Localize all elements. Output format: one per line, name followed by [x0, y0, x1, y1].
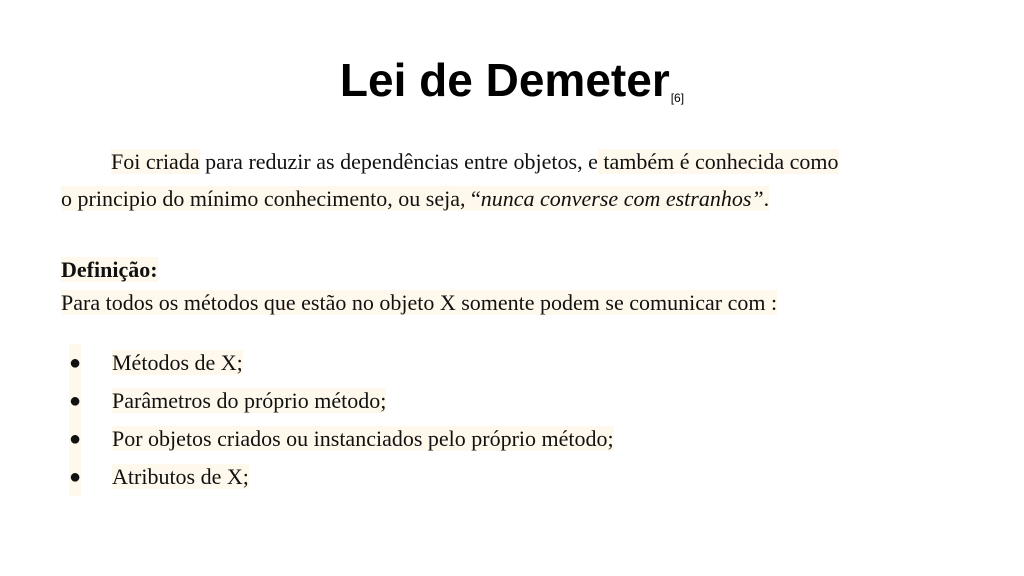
definition-paragraph	[61, 284, 981, 321]
rules-list	[61, 344, 614, 496]
slide-title	[0, 52, 1024, 120]
intro-text-part5: .	[763, 186, 770, 211]
intro-text-part4: o principio do mínimo conhecimento, ou seja, “	[61, 186, 481, 211]
definition-label	[61, 251, 981, 288]
intro-quote: nunca converse com estranhos”	[480, 186, 764, 211]
list-item	[61, 382, 614, 420]
intro-text-part3: também é conhecida como	[597, 149, 839, 174]
bullet-icon: ●	[69, 458, 81, 496]
title-reference: [6]	[670, 91, 685, 105]
intro-paragraph	[61, 143, 981, 217]
intro-text-part2: para reduzir as dependências entre objetos, e	[199, 149, 598, 174]
slide-title-text: Lei de Demeter	[339, 54, 670, 106]
bullet-icon: ●	[69, 344, 81, 382]
list-item-text: Parâmetros do próprio método;	[112, 388, 387, 413]
intro-text-part1: Foi criada	[111, 149, 200, 174]
list-item	[61, 458, 614, 496]
bullet-icon: ●	[69, 420, 81, 458]
definition-text: Para todos os métodos que estão no objeto X somente podem se comunicar com :	[61, 290, 778, 315]
list-item-text: Por objetos criados ou instanciados pelo próprio método;	[112, 426, 614, 451]
definition-label-text: Definição:	[61, 257, 158, 282]
list-item-text: Métodos de X;	[112, 350, 243, 375]
list-item	[61, 420, 614, 458]
list-item-text: Atributos de X;	[112, 464, 249, 489]
bullet-icon: ●	[69, 382, 81, 420]
list-item	[61, 344, 614, 382]
